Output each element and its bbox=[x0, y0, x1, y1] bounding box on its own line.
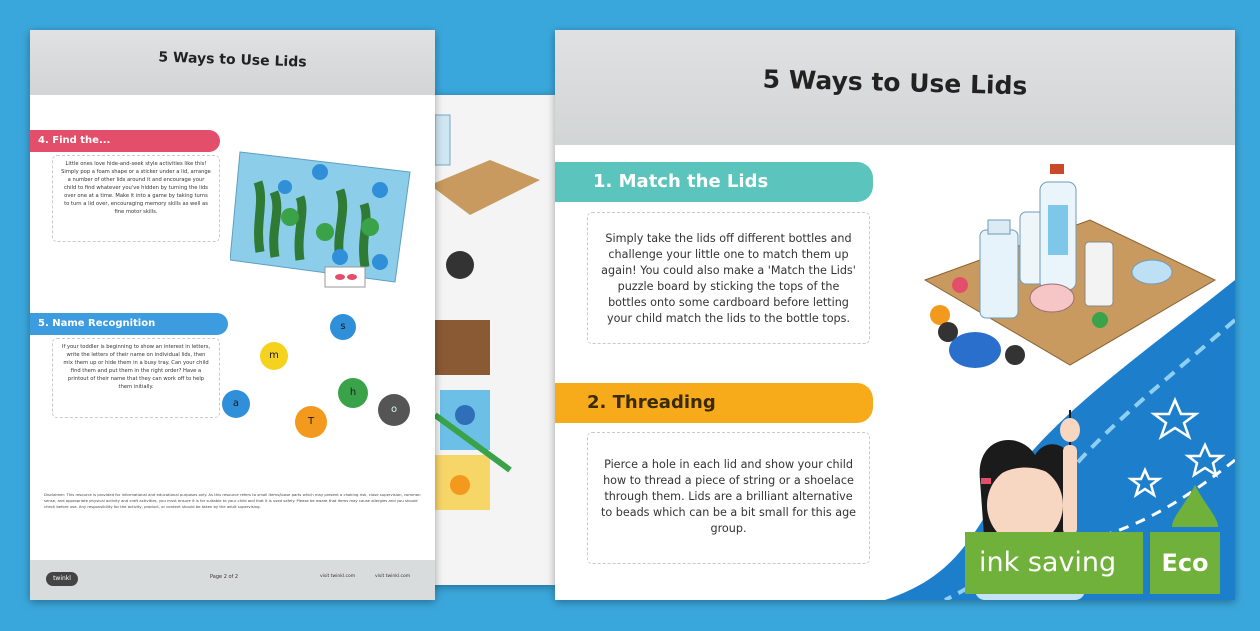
section-body-name-recognition: If your toddler is beginning to show an interest in letters, write the letters of their name on individual lids, then mix them up or hide them in a busy tray. Can your child find them and put them in the right order? Have a printout of their name that they can work off to help them initially. bbox=[52, 338, 220, 418]
back-page-illustrations bbox=[430, 95, 555, 585]
section-body-find: Little ones love hide-and-seek style activities like this! Simply pop a foam shape or a sticker under a lid, arrange a number of other lids around it and encourage your child to find whatever you've hidden by turning the lids over one at a time. Make it into a game by taking turns to turn a lid over, encouraging memory skills as well as fine motor skills. bbox=[52, 155, 220, 242]
page-footer bbox=[30, 560, 435, 600]
letter-cap bbox=[295, 406, 327, 438]
droplet-icon bbox=[1170, 485, 1220, 535]
page-title: 5 Ways to Use Lids bbox=[762, 64, 1028, 101]
section-heading-threading: 2. Threading bbox=[555, 383, 873, 423]
letter-cap bbox=[338, 378, 368, 408]
section-heading-name-recognition: 5. Name Recognition bbox=[30, 313, 228, 335]
page-number: Page 2 of 2 bbox=[210, 574, 239, 580]
section-body-threading: Pierce a hole in each lid and show your child how to thread a piece of string or a shoelace through them. Lids are a brilliant alternative to beads which can be a bit small for this age group. bbox=[587, 432, 870, 564]
bottles-board-illustration bbox=[920, 160, 1220, 385]
back-page bbox=[430, 95, 555, 585]
section-body-match: Simply take the lids off different bottles and challenge your little one to match them up again! You could also make a 'Match the Lids' puzzle board by sticking the tops of the bottles onto some cardboard before letting your child match the lids to the bottle tops. bbox=[587, 212, 870, 344]
right-page bbox=[555, 30, 1235, 600]
section-heading-find: 4. Find the... bbox=[30, 130, 220, 152]
eco-badge: Eco bbox=[1150, 532, 1220, 594]
footer-link[interactable]: visit twinkl.com bbox=[320, 574, 356, 579]
find-game-illustration bbox=[230, 142, 420, 292]
cap-letter: m bbox=[269, 350, 279, 361]
letter-cap bbox=[378, 394, 410, 426]
letter-cap bbox=[330, 314, 356, 340]
page-header bbox=[30, 30, 435, 95]
cap-letter: T bbox=[307, 416, 315, 427]
letter-cap bbox=[260, 342, 288, 370]
letter-cap bbox=[222, 390, 250, 418]
cap-letter: a bbox=[232, 398, 240, 409]
cap-letter: h bbox=[349, 387, 357, 398]
page-header bbox=[555, 30, 1235, 145]
cap-letter: s bbox=[340, 321, 346, 332]
ink-saving-badge: ink saving bbox=[965, 532, 1143, 594]
cap-letter: o bbox=[390, 404, 398, 415]
twinkl-logo: twinkl bbox=[46, 572, 78, 586]
footer-link[interactable]: visit twinkl.com bbox=[375, 574, 411, 579]
section-heading-match: 1. Match the Lids bbox=[555, 162, 873, 202]
left-page bbox=[30, 30, 435, 600]
page-title: 5 Ways to Use Lids bbox=[158, 49, 307, 71]
disclaimer: Disclaimer: This resource is provided for informational and educational purposes only. As this resource refers to small items/loose parts which may present a choking risk, close supervision, common sense, and appropriate physical activity and craft activities, you must ensure it is for suitable to your child and that it is used safely. Please be aware that items may cause allergies and you should check before use. Any responsibility for the activity, product, or content should be taken by the adult supervising. bbox=[44, 492, 421, 509]
